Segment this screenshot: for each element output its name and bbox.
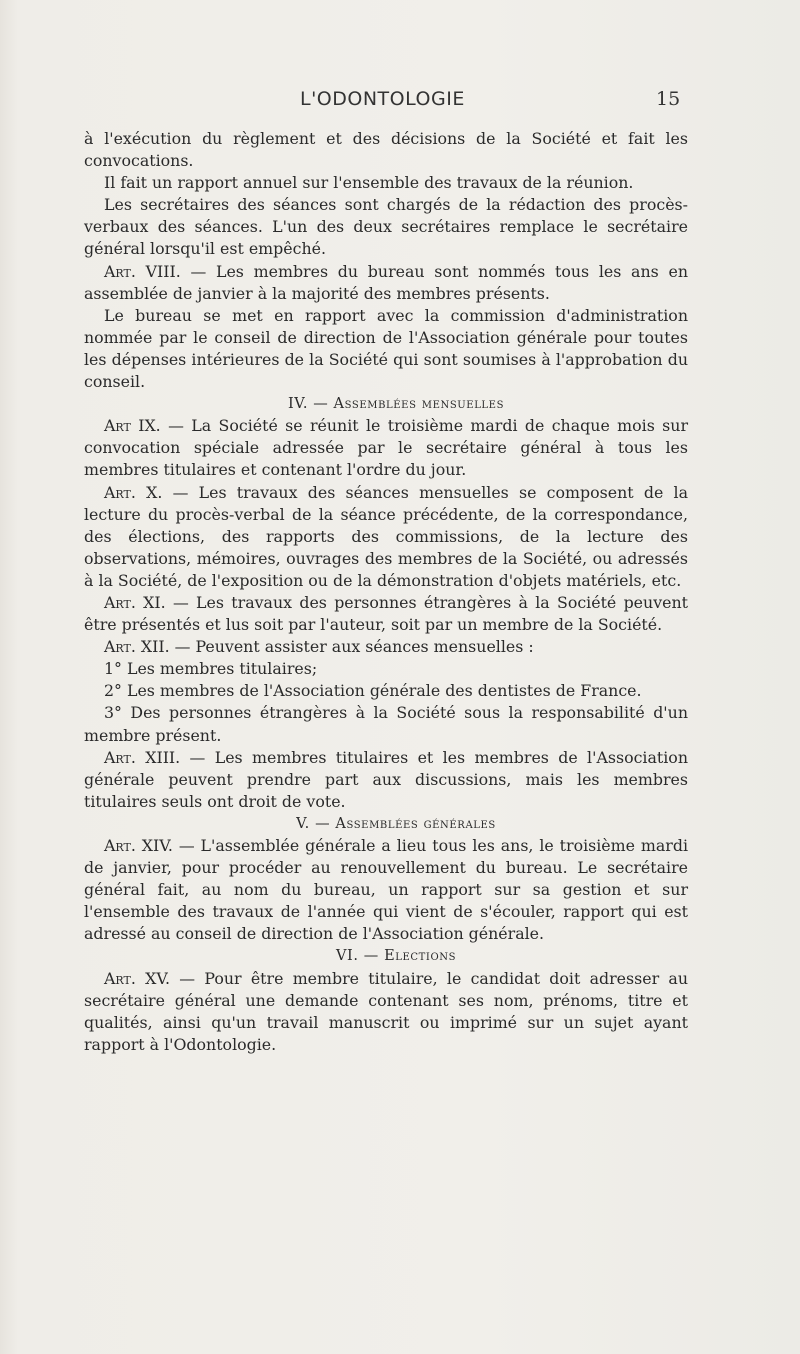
page-number: 15 [656,88,681,110]
list-item: 1° Les membres titulaires; [104,659,318,679]
article-9 [84,415,688,481]
article-text: — Peuvent assister aux séances mensuelles : [169,637,534,657]
article-text: — Les membres titulaires et les membres de l'Association générale peuvent prendre part aux discussions, mais les membres titulaires seuls ont droit de vote. [84,747,688,811]
article-label: Art. VIII. [104,261,181,281]
article-8 [84,261,688,305]
article-text: — La Société se réunit le troisième mardi de chaque mois sur convocation spéciale adressée par le secrétaire général à tous les membres titulaires et contenant l'ordre du jour. [84,416,688,480]
article-text: — Les membres du bureau sont nommés tous les ans en assemblée de janvier à la majorité des membres présents. [84,261,688,303]
article-11 [84,592,688,636]
section-heading-5: V. — Assemblées générales [296,815,496,832]
article-label: Art. XII. [104,637,170,657]
article-text: — L'assemblée générale a lieu tous les ans, le troisième mardi de janvier, pour procéder au renouvellement du bureau. Le secrétaire général fait, au nom du bureau, un rapport sur sa gestion et sur l'ensemble des travaux de l'année qui vient de s'écouler, rapport qui est adressé au conseil de direction de l'Association générale. [84,836,689,944]
list-item: 3° Des personnes étrangères à la Société sous la responsabilité d'un membre présent. [84,703,688,745]
article-label: Art IX. [104,416,161,436]
paragraph-bureau: Le bureau se met en rapport avec la commission d'administration nommée par le conseil de direction de l'Association générale pour toutes les dépenses intérieures de la Société qui sont soumises à l'approbation du conseil. [84,305,688,392]
list-item: 2° Les membres de l'Association générale des dentistes de France. [104,681,642,701]
article-label: Art. XV. [104,968,171,988]
section-heading-4: IV. — Assemblées mensuelles [287,396,505,413]
article-13 [84,747,688,813]
paragraph-secretaries: Les secrétaires des séances sont chargés de la rédaction des procès-verbaux des séances. L'un des deux secrétaires remplace le secrétaire général lorsqu'il est empêché. [84,195,688,259]
article-14 [84,835,688,945]
section-heading-6: VI. — Elections [335,948,457,965]
article-text: — Les travaux des séances mensuelles se composent de la lecture du procès-verbal de la séance précédente, de la correspondance, des élections, des rapports des commissions, de la lecture des observations, mémoires, ouvrages des membres de la Société, ou adressés à la Société, de l'exposition ou de la démonstration d'objets matériels, etc. [84,482,688,590]
article-text: — Pour être membre titulaire, le candidat doit adresser au secrétaire général une demande contenant ses nom, prénoms, titre et qualités, ainsi qu'un travail manuscrit ou imprimé sur un sujet ayant rapport à l'Odontologie. [84,968,688,1054]
article-label: Art. X. [104,482,163,502]
article-label: Art. XIV. [104,836,173,855]
body-text [84,128,688,1056]
article-12 [84,636,688,658]
paragraph-annual-report: Il fait un rapport annuel sur l'ensemble des travaux de la réunion. [104,173,634,193]
page-header [0,88,800,116]
article-text: — Les travaux des personnes étrangères à la Société peuvent être présentés et lus soit par l'auteur, soit par un membre de la Société. [84,592,688,635]
article-label: Art. XI. [104,592,166,612]
article-15 [84,968,688,1056]
running-title: L'ODONTOLOGIE [300,88,465,110]
article-10 [84,482,688,592]
paragraph-continuation: à l'exécution du règlement et des décisions de la Société et fait les convocations. [84,129,688,171]
article-label: Art. XIII. [104,747,181,767]
